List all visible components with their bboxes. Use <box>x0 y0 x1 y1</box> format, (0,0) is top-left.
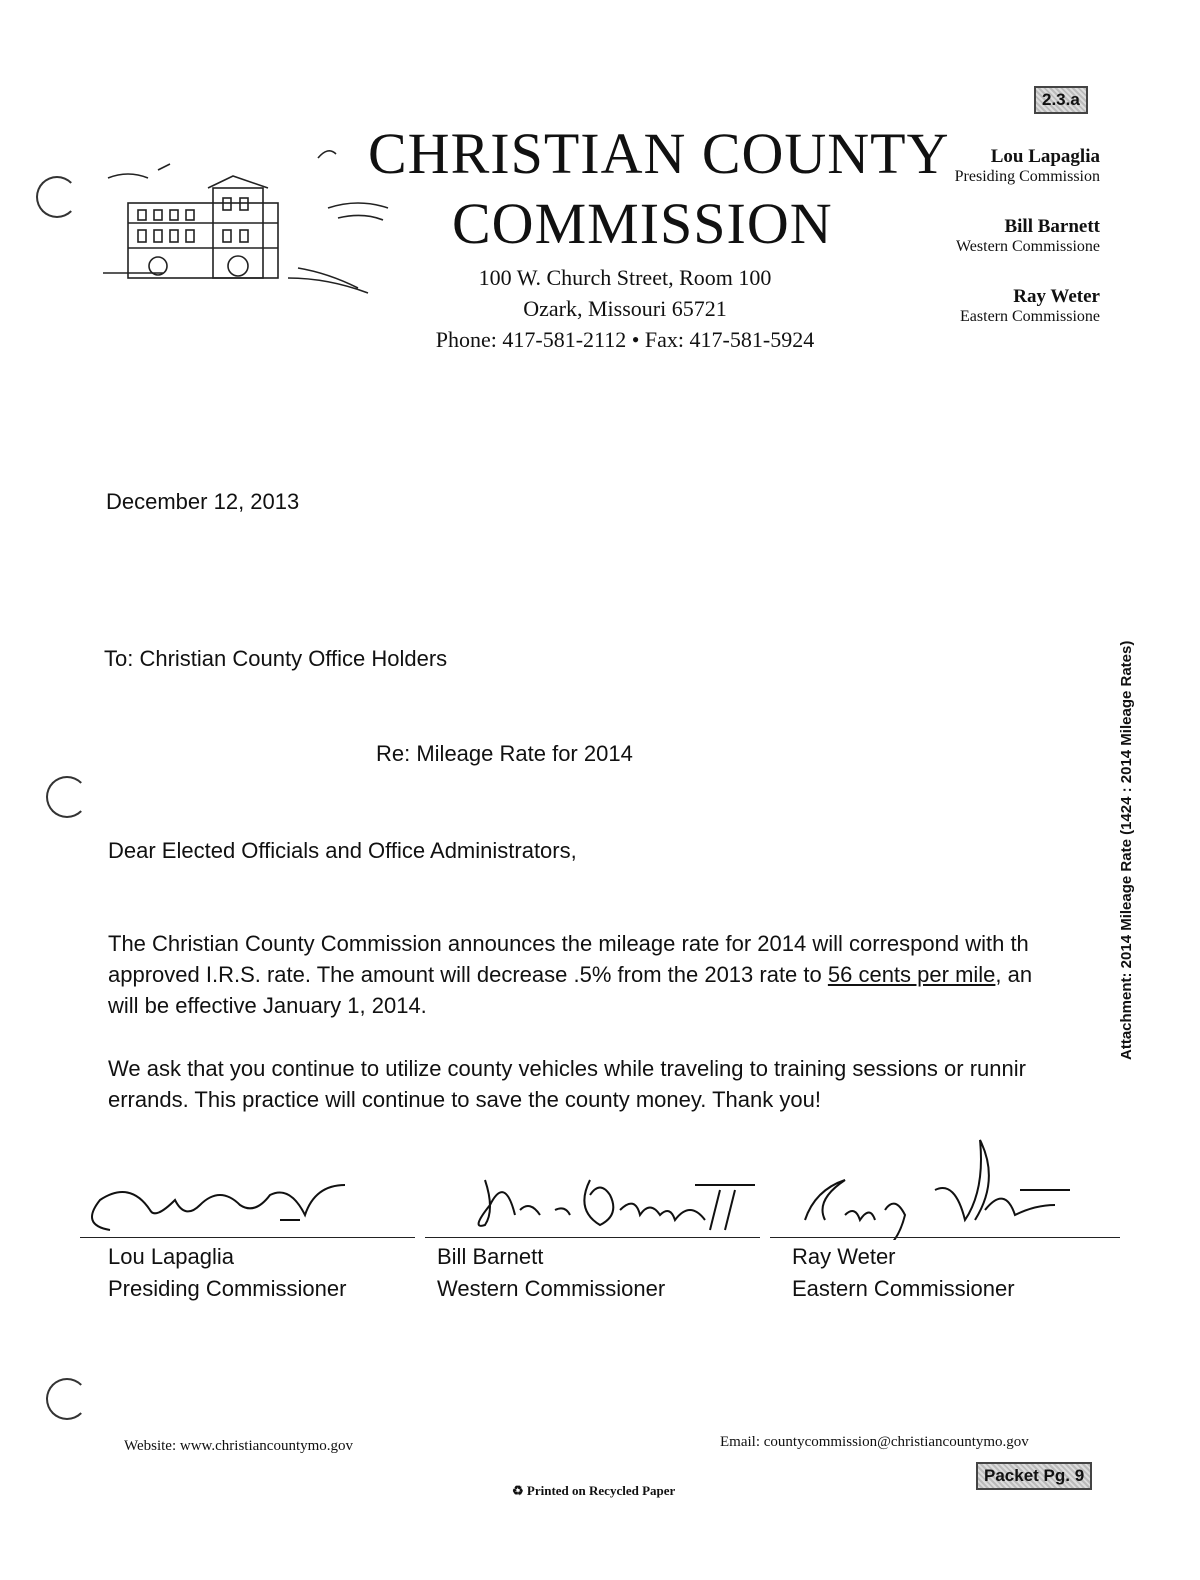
address-street: 100 W. Church Street, Room 100 <box>478 265 772 290</box>
signatory-name: Bill Barnett <box>437 1244 544 1269</box>
paragraph-line: The Christian County Commission announces the mileage rate for 2014 will correspond with th <box>108 931 1029 956</box>
org-name-line1: CHRISTIAN COUNTY <box>368 121 950 186</box>
letter-date: December 12, 2013 <box>106 489 300 514</box>
recycled-text: Printed on Recycled Paper <box>526 1483 676 1498</box>
commissioner-name: Bill Barnett <box>1004 216 1100 237</box>
signature-lapaglia <box>80 1175 380 1245</box>
address-city: Ozark, Missouri 65721 <box>523 296 727 321</box>
footer-email: Email: countycommission@christiancountymo.gov <box>720 1434 1029 1450</box>
letter-subject: Re: Mileage Rate for 2014 <box>376 741 633 766</box>
footer-website: Website: www.christiancountymo.gov <box>124 1438 354 1454</box>
signature-line <box>770 1237 1120 1238</box>
paragraph-text: approved I.R.S. rate. The amount will decrease .5% from the 2013 rate to <box>108 962 828 987</box>
signature-weter <box>785 1130 1115 1240</box>
recycle-icon: ♻ <box>512 1483 527 1498</box>
rate-highlight: 56 cents per mile <box>827 962 996 987</box>
paragraph-line: will be effective January 1, 2014. <box>108 993 427 1018</box>
letter-salutation: Dear Elected Officials and Office Administrators, <box>108 838 577 863</box>
paragraph-text: , an <box>995 962 1033 987</box>
signature-barnett <box>455 1170 775 1240</box>
phone-fax: Phone: 417-581-2112 • Fax: 417-581-5924 <box>435 327 815 352</box>
signatory-name: Lou Lapaglia <box>108 1244 235 1269</box>
signatory-title: Eastern Commissioner <box>792 1276 1015 1301</box>
signatory-title: Western Commissioner <box>437 1276 666 1301</box>
commissioners-panel <box>900 146 1100 326</box>
commissioner-title: Western Commissione <box>955 238 1100 255</box>
section-badge: 2.3.a <box>1034 86 1088 114</box>
paragraph-line: We ask that you continue to utilize county vehicles while traveling to training sessions or runnir <box>108 1056 1026 1081</box>
punch-hole-mark <box>46 1378 88 1420</box>
signature-line <box>80 1237 415 1238</box>
signature-line <box>425 1237 760 1238</box>
letter-paragraph-1 <box>108 928 1108 1021</box>
letter-recipient: To: Christian County Office Holders <box>104 646 448 671</box>
punch-hole-mark <box>36 176 78 218</box>
signatory-name: Ray Weter <box>792 1244 896 1269</box>
commissioner-name: Ray Weter <box>1013 286 1100 307</box>
org-name-line2: COMMISSION <box>452 191 833 256</box>
commissioner-title: Presiding Commission <box>954 168 1100 185</box>
address-block <box>400 262 850 355</box>
commissioner-title: Eastern Commissione <box>960 308 1100 325</box>
signatory-title: Presiding Commissioner <box>108 1276 347 1301</box>
paragraph-line <box>108 959 1108 990</box>
signature-block <box>80 1175 1120 1305</box>
paragraph-line: errands. This practice will continue to save the county money. Thank you! <box>108 1087 821 1112</box>
courthouse-logo <box>98 148 398 298</box>
recycled-note <box>512 1483 675 1499</box>
attachment-side-label: Attachment: 2014 Mileage Rate (1424 : 2014 Mileage Rates) <box>1118 640 1135 1060</box>
commissioner-name: Lou Lapaglia <box>990 146 1100 167</box>
letter-paragraph-2 <box>108 1053 1108 1115</box>
punch-hole-mark <box>46 776 88 818</box>
packet-page-badge: Packet Pg. 9 <box>976 1462 1092 1490</box>
